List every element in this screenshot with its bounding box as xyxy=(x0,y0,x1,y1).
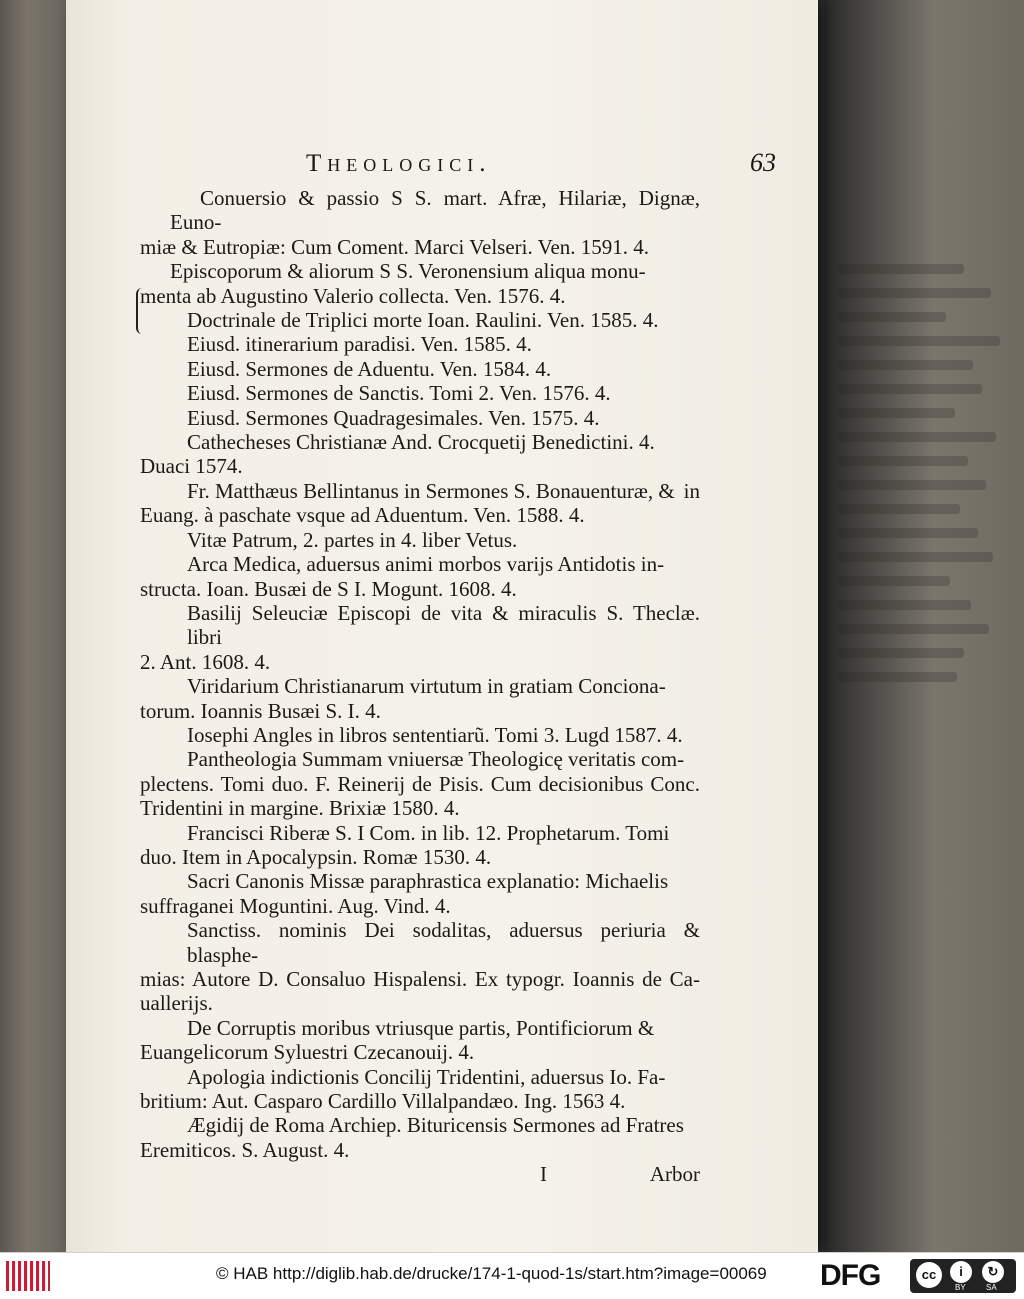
catalog-entry: Iosephi Angles in libros sententiarũ. Tomi 3. Lugd 1587. 4. xyxy=(187,722,683,747)
catalog-entry: Sacri Canonis Missæ paraphrastica explanatio: Michaelis suffraganei Moguntini. Aug. Vind. 4. xyxy=(140,869,669,918)
dfg-logo[interactable]: DFG xyxy=(820,1259,881,1292)
show-through-text xyxy=(838,250,1018,950)
catalog-entry: Fr. Matthæus Bellintanus in Sermones S. Bonauenturæ, & in Euang. à paschate vsque ad Aduentum. Ven. 1588. 4. xyxy=(140,478,700,528)
next-page-edge xyxy=(824,0,1024,1252)
catalog-entry: Ægidij de Roma Archiep. Bituricensis Sermones ad Fratres Eremiticos. S. August. 4. xyxy=(140,1113,684,1162)
catchword: Arbor xyxy=(649,1162,700,1187)
page-header xyxy=(306,150,776,186)
page-catchwords xyxy=(140,1162,700,1188)
sa-icon: ↻ xyxy=(982,1261,1004,1283)
catalog-entry: Eiusd. itinerarium paradisi. Ven. 1585. 4. xyxy=(187,332,532,357)
catalog-entry: Viridarium Christianarum virtutum in gratiam Conciona- torum. Ioannis Busæi S. I. 4. xyxy=(140,674,666,723)
catalog-entry: Eiusd. Sermones Quadragesimales. Ven. 1575. 4. xyxy=(187,405,600,430)
catalog-entry: Doctrinale de Triplici morte Ioan. Raulini. Ven. 1585. 4. xyxy=(187,308,659,333)
catalog-entry: Arca Medica, aduersus animi morbos varijs Antidotis in- structa. Ioan. Busæi de S I. Mogunt. 1608. 4. xyxy=(140,552,665,601)
cc-icon: cc xyxy=(916,1262,942,1288)
hab-logo-icon[interactable] xyxy=(6,1261,50,1291)
catalog-entry: Conuersio & passio S S. mart. Afræ, Hilariæ, Dignæ, Euno- miæ & Eutropiæ: Cum Coment. Marci Velseri. Ven. 1591. 4. xyxy=(140,186,700,259)
running-title: Theologici. xyxy=(306,150,492,177)
catalog-entry: Apologia indictionis Concilij Tridentini, aduersus Io. Fa- britium: Aut. Casparo Cardillo Villalpandæo. Ing. 1563 4. xyxy=(140,1064,666,1114)
catalog-entry: Eiusd. Sermones de Aduentu. Ven. 1584. 4. xyxy=(187,356,552,381)
catalog-entry: Episcoporum & aliorum S S. Veronensium aliqua monu- menta ab Augustino Valerio collecta. Ven. 1576. 4. xyxy=(140,259,646,308)
footer-bar xyxy=(0,1252,1024,1299)
previous-page-edge xyxy=(0,0,68,1252)
catalog-entry: Francisci Riberæ S. I Com. in lib. 12. Prophetarum. Tomi duo. Item in Apocalypsin. Romæ 1530. 4. xyxy=(140,820,670,869)
catalog-entry: Cathecheses Christianæ And. Crocquetij Benedictini. 4. Duaci 1574. xyxy=(140,430,655,479)
catalog-entries xyxy=(140,186,700,1188)
catalog-entry: Vitæ Patrum, 2. partes in 4. liber Vetus. xyxy=(187,527,518,552)
cc-license-badge[interactable] xyxy=(910,1259,1016,1293)
page-number: 63 xyxy=(750,148,776,177)
catalog-entry: Pantheologia Summam vniuersæ Theologicę veritatis com- plectens. Tomi duo. F. Reinerij de Pisis. Cum decisionibus Conc. Tridentini in margine. Brixiæ 1580. 4. xyxy=(140,747,700,821)
signature-mark: I xyxy=(540,1162,547,1187)
by-label: BY xyxy=(955,1283,966,1292)
margin-bracket xyxy=(136,288,146,334)
catalog-entry: Basilij Seleuciæ Episcopi de vita & miraculis S. Theclæ. libri 2. Ant. 1608. 4. xyxy=(140,600,700,674)
catalog-entry: Sanctiss. nominis Dei sodalitas, aduersus periuria & blasphe- mias: Autore D. Consaluo Hispalensi. Ex typogr. Ioannis de Ca- uallerijs. xyxy=(140,918,700,1016)
sa-label: SA xyxy=(986,1283,997,1292)
source-link[interactable]: © HAB http://diglib.hab.de/drucke/174-1-quod-1s/start.htm?image=00069 xyxy=(216,1264,767,1283)
catalog-entry: Eiusd. Sermones de Sanctis. Tomi 2. Ven. 1576. 4. xyxy=(187,381,611,406)
by-icon: i xyxy=(950,1261,972,1283)
book-page xyxy=(66,0,818,1252)
catalog-entry: De Corruptis moribus vtriusque partis, Pontificiorum & Euangelicorum Syluestri Czecanouij. 4. xyxy=(140,1015,655,1065)
